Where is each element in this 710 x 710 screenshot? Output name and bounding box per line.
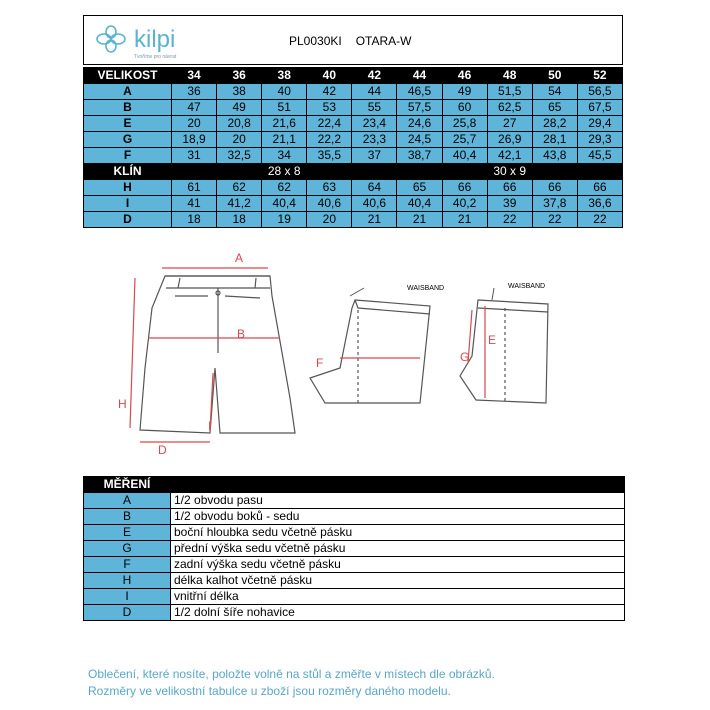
measurement-row bbox=[84, 605, 625, 621]
measurement-description: délka kalhot včetně pásku bbox=[171, 573, 625, 589]
size-row-g bbox=[84, 132, 623, 148]
brand-logo bbox=[92, 24, 202, 60]
shorts-front-drawing bbox=[140, 276, 295, 433]
size-row-f bbox=[84, 148, 623, 164]
table-cell: 51,5 bbox=[487, 84, 532, 100]
measurement-row bbox=[84, 573, 625, 589]
measurements-header-blank bbox=[171, 477, 625, 493]
measurement-key: E bbox=[84, 525, 171, 541]
measurement-description: vnitřní délka bbox=[171, 589, 625, 605]
table-cell: 21,1 bbox=[262, 132, 307, 148]
letter-h: H bbox=[118, 397, 127, 411]
row-label: F bbox=[84, 148, 172, 164]
waistband-label-1: WAISBAND bbox=[407, 285, 445, 292]
measurements-header-row bbox=[84, 477, 625, 493]
footer-note bbox=[88, 666, 495, 700]
measurement-row bbox=[84, 589, 625, 605]
table-cell: 22 bbox=[487, 212, 532, 228]
table-cell: 61 bbox=[172, 180, 217, 196]
waistband-pointer-1 bbox=[350, 288, 364, 296]
table-cell: 21 bbox=[352, 212, 397, 228]
waistband-label-2: WAISBAND bbox=[508, 283, 546, 290]
letter-b: B bbox=[237, 327, 246, 341]
size-header-cell: 50 bbox=[532, 68, 577, 84]
table-cell: 60 bbox=[442, 100, 487, 116]
table-cell: 34 bbox=[262, 148, 307, 164]
table-cell: 66 bbox=[487, 180, 532, 196]
product-name: OTARA-W bbox=[355, 34, 412, 48]
table-cell: 22,2 bbox=[307, 132, 352, 148]
product-title bbox=[289, 34, 412, 48]
table-cell: 51 bbox=[262, 100, 307, 116]
table-cell: 65 bbox=[532, 100, 577, 116]
measurement-key: G bbox=[84, 541, 171, 557]
table-cell: 38,7 bbox=[397, 148, 442, 164]
table-cell: 20 bbox=[172, 116, 217, 132]
shorts-side-front-drawing bbox=[460, 300, 548, 403]
table-cell: 40,4 bbox=[397, 196, 442, 212]
measurement-row bbox=[84, 509, 625, 525]
size-header-cell: 38 bbox=[262, 68, 307, 84]
table-cell: 47 bbox=[172, 100, 217, 116]
table-cell: 21,6 bbox=[262, 116, 307, 132]
shorts-diagrams bbox=[100, 248, 580, 458]
table-cell: 66 bbox=[532, 180, 577, 196]
table-cell: 35,5 bbox=[307, 148, 352, 164]
measurement-row bbox=[84, 541, 625, 557]
table-cell: 65 bbox=[397, 180, 442, 196]
header-box bbox=[83, 15, 623, 65]
brand-name: kilpi bbox=[134, 26, 176, 53]
measurement-description: 1/2 obvodu pasu bbox=[171, 493, 625, 509]
letter-g: G bbox=[460, 350, 470, 364]
table-cell: 18,9 bbox=[172, 132, 217, 148]
size-header-cell: 48 bbox=[487, 68, 532, 84]
letter-a: A bbox=[235, 251, 244, 265]
table-cell: 40,4 bbox=[262, 196, 307, 212]
table-cell: 53 bbox=[307, 100, 352, 116]
table-cell: 49 bbox=[442, 84, 487, 100]
table-cell: 20,8 bbox=[217, 116, 262, 132]
measurement-key: H bbox=[84, 573, 171, 589]
table-cell: 27 bbox=[487, 116, 532, 132]
row-label: H bbox=[84, 180, 172, 196]
table-cell: 22,4 bbox=[307, 116, 352, 132]
table-cell: 57,5 bbox=[397, 100, 442, 116]
waistband-pointer-2 bbox=[492, 288, 494, 300]
size-header-cell: 42 bbox=[352, 68, 397, 84]
size-table bbox=[83, 67, 623, 228]
measurement-row bbox=[84, 525, 625, 541]
table-cell: 22 bbox=[532, 212, 577, 228]
klin-value-a: 28 x 8 bbox=[172, 164, 397, 180]
table-cell: 62,5 bbox=[487, 100, 532, 116]
size-header-cell: 52 bbox=[577, 68, 622, 84]
letter-i: I bbox=[208, 419, 212, 433]
footer-line-1: Oblečení, které nosíte, položte volně na stůl a změřte v místech dle obrázků. bbox=[88, 667, 495, 681]
klin-row bbox=[84, 164, 623, 180]
measurement-description: 1/2 dolní šíře nohavice bbox=[171, 605, 625, 621]
table-cell: 19 bbox=[262, 212, 307, 228]
size-row-a bbox=[84, 84, 623, 100]
table-cell: 26,9 bbox=[487, 132, 532, 148]
table-cell: 23,3 bbox=[352, 132, 397, 148]
row-label: B bbox=[84, 100, 172, 116]
table-cell: 39 bbox=[487, 196, 532, 212]
measurements-table bbox=[83, 476, 625, 621]
row-label: A bbox=[84, 84, 172, 100]
table-cell: 46,5 bbox=[397, 84, 442, 100]
measurement-row bbox=[84, 493, 625, 509]
table-cell: 20 bbox=[307, 212, 352, 228]
table-cell: 37,8 bbox=[532, 196, 577, 212]
table-cell: 24,6 bbox=[397, 116, 442, 132]
klin-label-cell: KLÍN bbox=[84, 164, 172, 180]
size-row-i bbox=[84, 196, 623, 212]
table-cell: 62 bbox=[262, 180, 307, 196]
measure-h-line bbox=[130, 278, 135, 428]
measurement-key: D bbox=[84, 605, 171, 621]
table-cell: 66 bbox=[442, 180, 487, 196]
table-cell: 67,5 bbox=[577, 100, 622, 116]
table-cell: 21 bbox=[442, 212, 487, 228]
size-row-h bbox=[84, 180, 623, 196]
table-cell: 22 bbox=[577, 212, 622, 228]
table-cell: 36 bbox=[172, 84, 217, 100]
klin-value-b: 30 x 9 bbox=[397, 164, 623, 180]
table-cell: 32,5 bbox=[217, 148, 262, 164]
size-header-cell: 34 bbox=[172, 68, 217, 84]
table-cell: 43,8 bbox=[532, 148, 577, 164]
measurement-key: F bbox=[84, 557, 171, 573]
table-cell: 45,5 bbox=[577, 148, 622, 164]
table-cell: 40,6 bbox=[352, 196, 397, 212]
table-cell: 31 bbox=[172, 148, 217, 164]
table-cell: 66 bbox=[577, 180, 622, 196]
kilpi-knot-icon bbox=[92, 24, 130, 54]
measurement-description: boční hloubka sedu včetně pásku bbox=[171, 525, 625, 541]
measurements-title: MĚŘENÍ bbox=[84, 477, 171, 493]
table-cell: 28,1 bbox=[532, 132, 577, 148]
measurement-description: 1/2 obvodu boků - sedu bbox=[171, 509, 625, 525]
table-cell: 40,4 bbox=[442, 148, 487, 164]
table-cell: 23,4 bbox=[352, 116, 397, 132]
table-cell: 42 bbox=[307, 84, 352, 100]
table-cell: 24,5 bbox=[397, 132, 442, 148]
letter-e: E bbox=[488, 333, 497, 347]
table-cell: 40,6 bbox=[307, 196, 352, 212]
size-row-e bbox=[84, 116, 623, 132]
measurement-key: I bbox=[84, 589, 171, 605]
letter-f: F bbox=[316, 356, 324, 370]
table-cell: 25,8 bbox=[442, 116, 487, 132]
measurement-key: B bbox=[84, 509, 171, 525]
table-cell: 29,3 bbox=[577, 132, 622, 148]
table-cell: 18 bbox=[172, 212, 217, 228]
table-cell: 18 bbox=[217, 212, 262, 228]
brand-tagline: Tvoříme pro návrat bbox=[134, 54, 177, 60]
table-cell: 37 bbox=[352, 148, 397, 164]
product-code: PL0030KI bbox=[289, 34, 342, 48]
row-label: G bbox=[84, 132, 172, 148]
size-header-cell: 40 bbox=[307, 68, 352, 84]
table-cell: 44 bbox=[352, 84, 397, 100]
table-cell: 55 bbox=[352, 100, 397, 116]
table-cell: 42,1 bbox=[487, 148, 532, 164]
table-cell: 63 bbox=[307, 180, 352, 196]
row-label: D bbox=[84, 212, 172, 228]
row-label: I bbox=[84, 196, 172, 212]
table-cell: 38 bbox=[217, 84, 262, 100]
footer-line-2: Rozměry ve velikostní tabulce u zboží jsou rozměry daného modelu. bbox=[88, 684, 451, 698]
table-cell: 56,5 bbox=[577, 84, 622, 100]
measurement-description: zadní výška sedu včetně pásku bbox=[171, 557, 625, 573]
table-cell: 64 bbox=[352, 180, 397, 196]
table-cell: 41 bbox=[172, 196, 217, 212]
table-cell: 40,2 bbox=[442, 196, 487, 212]
table-cell: 54 bbox=[532, 84, 577, 100]
table-cell: 40 bbox=[262, 84, 307, 100]
size-row-b bbox=[84, 100, 623, 116]
row-label: E bbox=[84, 116, 172, 132]
letter-d: D bbox=[158, 443, 167, 457]
table-cell: 49 bbox=[217, 100, 262, 116]
size-row-d bbox=[84, 212, 623, 228]
table-cell: 41,2 bbox=[217, 196, 262, 212]
table-cell: 28,2 bbox=[532, 116, 577, 132]
table-cell: 36,6 bbox=[577, 196, 622, 212]
front-measure-lines bbox=[130, 268, 280, 442]
table-cell: 20 bbox=[217, 132, 262, 148]
size-header-cell: 44 bbox=[397, 68, 442, 84]
table-cell: 62 bbox=[217, 180, 262, 196]
measurement-key: A bbox=[84, 493, 171, 509]
table-cell: 21 bbox=[397, 212, 442, 228]
measurement-description: přední výška sedu včetně pásku bbox=[171, 541, 625, 557]
table-cell: 25,7 bbox=[442, 132, 487, 148]
size-header-cell: 36 bbox=[217, 68, 262, 84]
measurement-row bbox=[84, 557, 625, 573]
table-cell: 29,4 bbox=[577, 116, 622, 132]
size-header-row bbox=[84, 68, 623, 84]
size-label-cell: VELIKOST bbox=[84, 68, 172, 84]
size-header-cell: 46 bbox=[442, 68, 487, 84]
shorts-side-back-drawing bbox=[310, 300, 430, 403]
